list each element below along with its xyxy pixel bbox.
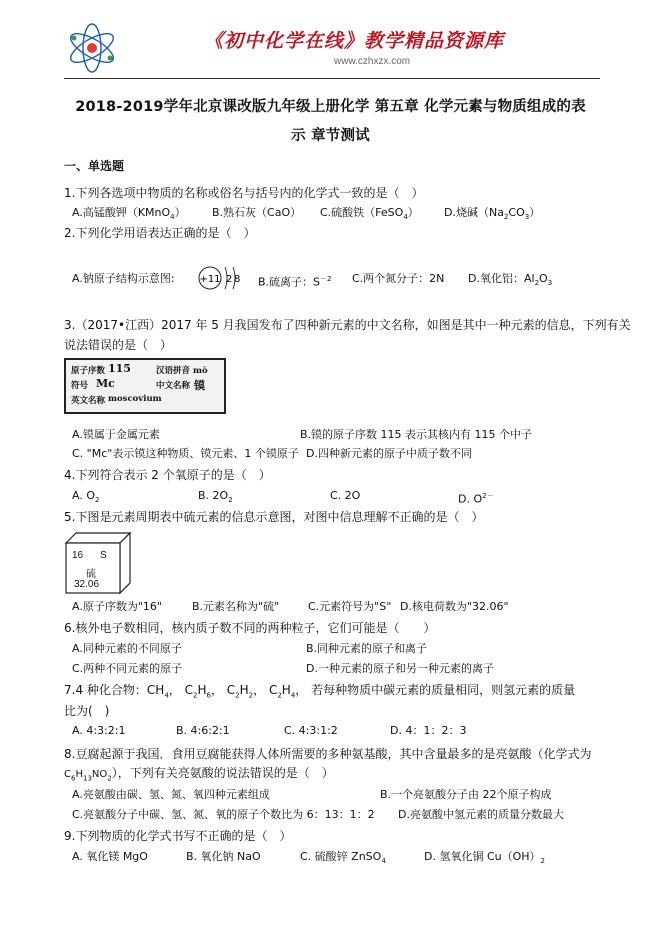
banner-title: 《初中化学在线》教学精品资源库 xyxy=(204,30,505,52)
q4-option-c: C. 2O xyxy=(330,489,361,502)
document-title-line1: 2018-2019学年北京课改版九年级上册化学 第五章 化学元素与物质组成的表 xyxy=(75,99,586,115)
q6-option-b: B.同种元素的原子和离子 xyxy=(306,642,428,655)
q4-option-a: A. $O_2$ xyxy=(72,489,100,505)
q7-stem-line2: 比为( ) xyxy=(64,704,110,718)
q3-stem-line2: 说法错误的是（ ） xyxy=(64,338,173,352)
q3-option-d: D.四种新元素的原子中质子数不同 xyxy=(306,447,472,460)
atom-logo-icon xyxy=(64,20,120,76)
q2-option-d: D.氧化铝：$Al_2O_3$ xyxy=(468,272,553,288)
cube-atomic-number: 16 xyxy=(72,550,84,561)
q8-option-d: D.亮氨酸中氢元素的质量分数最大 xyxy=(398,808,564,821)
q6-option-c: C.两种不同元素的原子 xyxy=(72,662,183,675)
q6-option-a: A.同种元素的不同原子 xyxy=(72,642,182,655)
q5-stem: 5.下图是元素周期表中硫元素的信息示意图，对图中信息理解不正确的是（ ） xyxy=(64,510,484,524)
q7-option-b: B. 4:6:2:1 xyxy=(176,724,230,737)
element-info-card: 原子序数 115 汉语拼音 mò 符号 Mc 中文名称 镆 英文名称 moscovium xyxy=(64,358,226,414)
header-banner xyxy=(64,20,604,76)
q1-stem: 1.下列各选项中物质的名称或俗名与括号内的化学式一致的是（ ） xyxy=(64,186,424,200)
header-divider xyxy=(64,78,600,79)
cube-atomic-mass: 32.06 xyxy=(74,579,100,590)
shell-1-count: 2 xyxy=(226,274,233,285)
q2-option-a: A.钠原子结构示意图: xyxy=(72,272,175,285)
document-title-line2: 示 章节测试 xyxy=(291,128,370,144)
q9-option-d: D. 氢氧化铜 $Cu(OH)_2$ xyxy=(424,850,546,866)
q5-option-b: B.元素名称为"硫" xyxy=(192,600,280,613)
q4-option-d: D. $O^{2-}$ xyxy=(458,492,494,506)
q8-option-a: A.亮氨酸由碳、氢、氮、氧四种元素组成 xyxy=(72,788,270,801)
banner-url[interactable]: www.czhxzx.com xyxy=(334,56,411,67)
sulfur-element-cube xyxy=(64,531,136,599)
q8-option-c: C.亮氨酸分子中碳、氢、氮、氧的原子个数比为 6：13：1：2 xyxy=(72,808,375,821)
q3-stem-line1: 3.（2017•江西）2017 年 5 月我国发布了四种新元素的中文名称，如图是其中一种元素的信息，下列有关 xyxy=(64,318,631,332)
q9-option-c: C. 硫酸锌 ZnSO$_4$ xyxy=(300,850,386,866)
q7-option-d: D. 4：1：2：3 xyxy=(390,724,467,737)
cube-element-name: 硫 xyxy=(86,569,96,580)
q5-option-d: D.核电荷数为"32.06" xyxy=(400,600,509,613)
q2-stem: 2.下列化学用语表达正确的是（ ） xyxy=(64,226,256,240)
q1-option-d: D.烧碱$(Na_2CO_3)$ xyxy=(444,206,541,222)
q7-option-c: C. 4:3:1:2 xyxy=(284,724,338,737)
q4-stem: 4.下列符合表示 2 个氧原子的是（ ） xyxy=(64,468,271,482)
q7-option-a: A. 4:3:2:1 xyxy=(72,724,126,737)
q1-option-a: A.高锰酸钾（KMnO$_4$） xyxy=(72,206,186,222)
shell-2-count: 8 xyxy=(234,274,241,285)
q9-stem: 9.下列物质的化学式书写不正确的是（ ） xyxy=(64,829,292,843)
q3-option-c: C. "Mc"表示镆这种物质、镆元素、1 个镆原子 xyxy=(72,447,299,460)
q4-option-b: B. $2O_2$ xyxy=(198,489,233,505)
q3-option-b: B.镆的原子序数 115 表示其核内有 115 个中子 xyxy=(300,428,533,441)
q8-stem-line1: 8.豆腐起源于我国．食用豆腐能获得人体所需要的多种氨基酸，其中含量最多的是亮氨酸（化学式为 xyxy=(64,747,592,761)
q1-option-c: C.硫酸铁（FeSO$_4$） xyxy=(320,206,419,222)
q5-option-a: A.原子序数为"16" xyxy=(72,600,162,613)
q8-option-b: B.一个亮氨酸分子由 22个原子构成 xyxy=(380,788,552,801)
q5-option-c: C.元素符号为"S" xyxy=(308,600,392,613)
q3-option-a: A.镆属于金属元素 xyxy=(72,428,160,441)
q6-option-d: D.一种元素的原子和另一种元素的离子 xyxy=(306,662,494,675)
q9-option-b: B. 氧化钠 NaO xyxy=(186,850,261,863)
nucleus-label: +11 xyxy=(199,274,221,285)
q7-stem-line1: 7.4 种化合物：$CH_4$， $C_2H_6$， $C_2H_2$， $C_2H_4$， 若每种物质中碳元素的质量相同，则氢元素的质量 xyxy=(64,683,576,700)
q9-option-a: A. 氧化镁 MgO xyxy=(72,850,148,863)
q2-option-c: C.两个氮分子：2N xyxy=(352,272,445,285)
q6-stem: 6.核外电子数相同，核内质子数不同的两种粒子，它们可能是（ ） xyxy=(64,621,436,635)
sodium-atom-diagram xyxy=(196,263,246,293)
section-heading: 一、单选题 xyxy=(64,159,125,173)
q1-option-b: B.熟石灰（CaO） xyxy=(212,206,302,219)
q2-option-b: B.硫离子：$S^{-2}$ xyxy=(258,275,332,289)
q8-stem-line2: $C_6H_{13}NO_2$），下列有关亮氨酸的说法错误的是（ ） xyxy=(64,766,334,783)
cube-symbol: S xyxy=(100,550,107,561)
